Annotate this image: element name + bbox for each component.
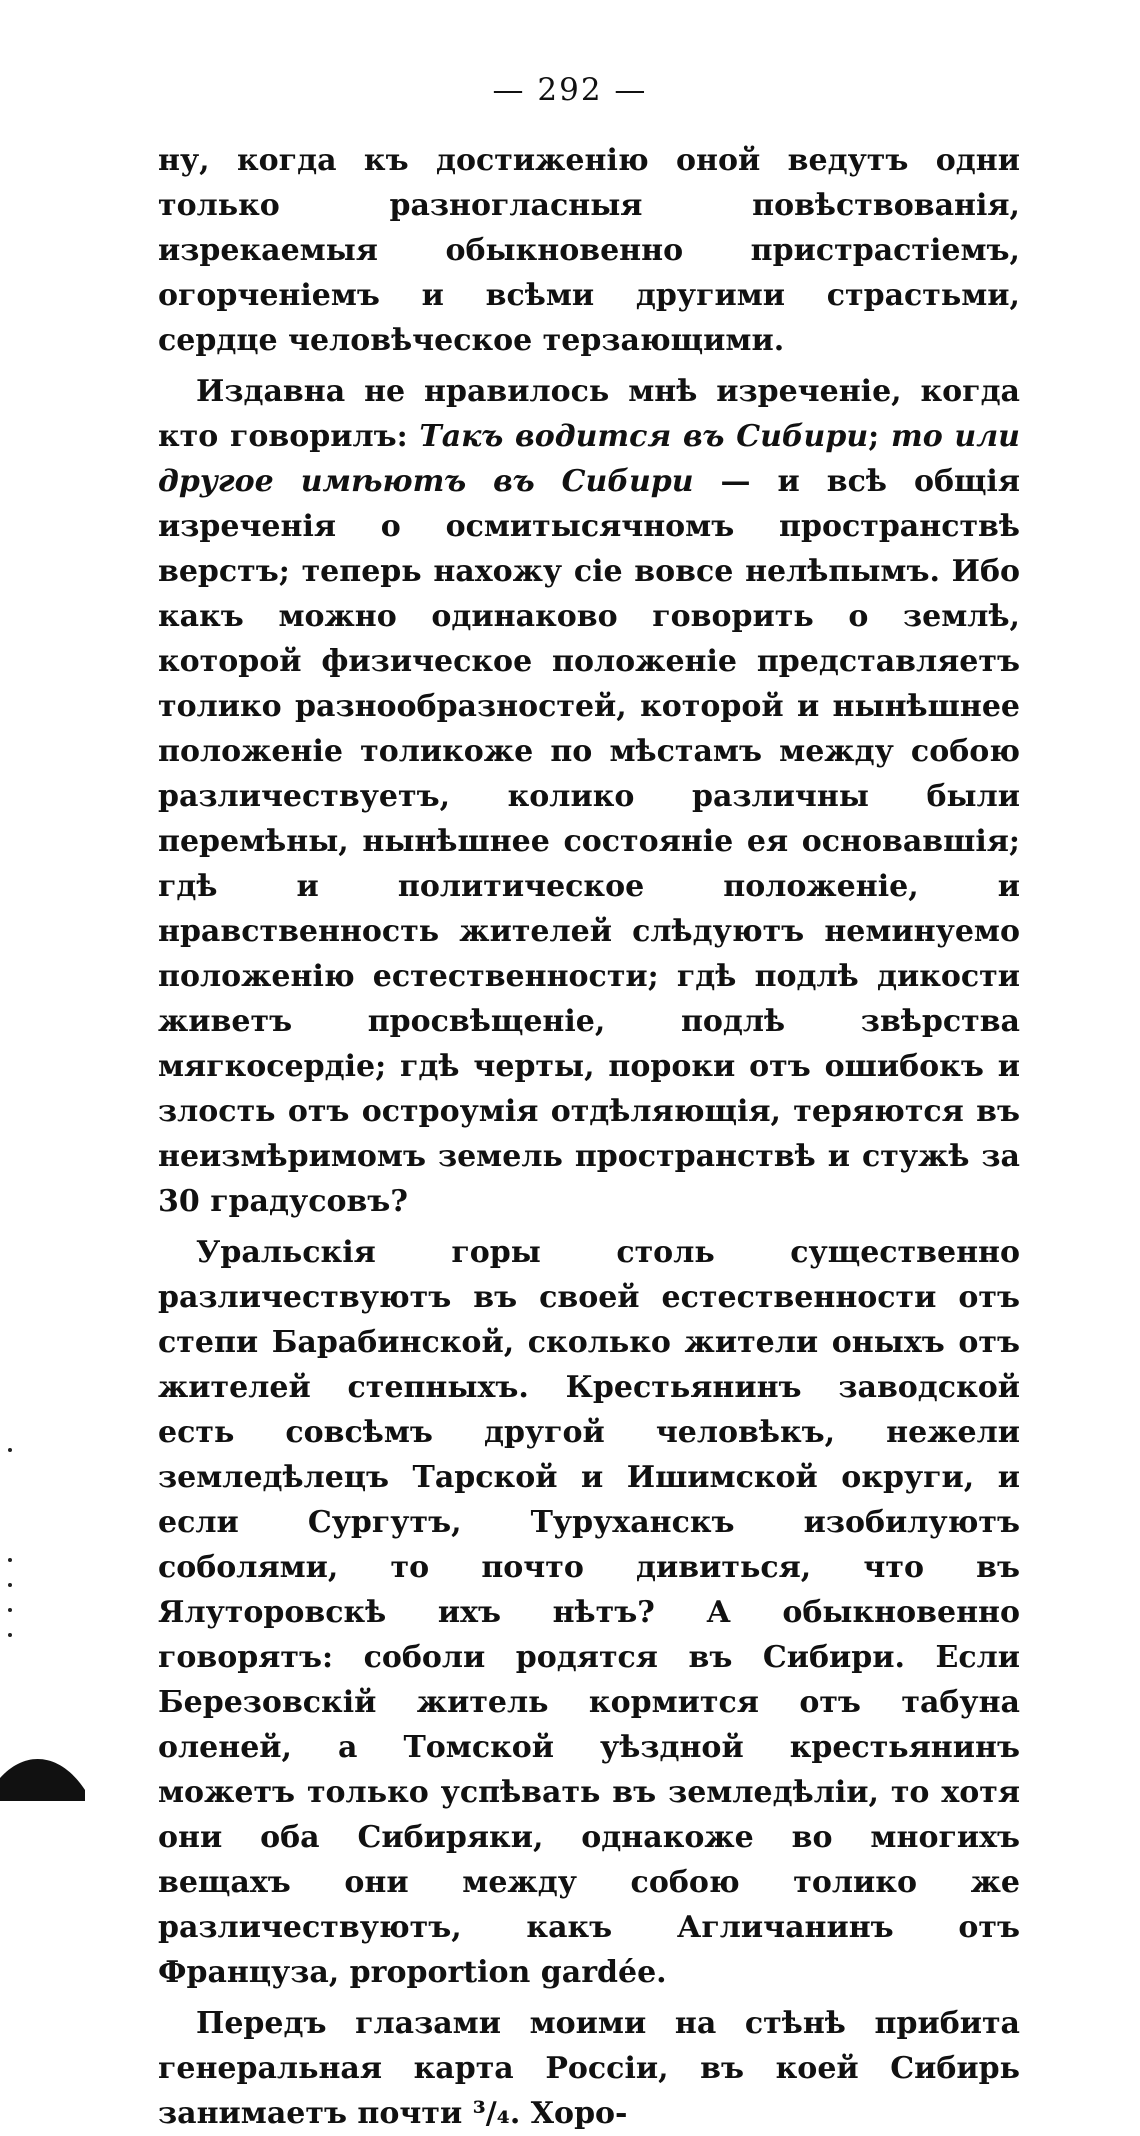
italic-quote-1: Такъ водится въ Сибири xyxy=(419,419,869,454)
paragraph-3-text: Уральскія горы столь существенно различествуютъ въ своей естественности отъ степи Барабинской, сколько жители оныхъ отъ жителей степныхъ. Крестьянинъ заводской есть совсѣмъ другой человѣкъ, нежели земледѣлецъ Тарской и Ишимской округи, и если Сургутъ, Туруханскъ изобилуютъ соболями, то почто дивиться, что въ Ялуторовскѣ ихъ нѣтъ? А обыкновенно говорятъ: соболи родятся въ Сибири. Если Березовскій житель кормится отъ табуна оленей, а Томской уѣздной крестьянинъ можетъ только успѣвать въ земледѣліи, то хотя они оба Сибиряки, однакоже во многихъ вещахъ они между собою толико же различествуютъ, какъ Агличанинъ отъ Француза, proportion gardée. xyxy=(158,1235,1020,1990)
paragraph-1-text: ну, когда къ достиженію оной ведутъ одни только разногласныя повѣствованія, изрекаемыя обыкновенно пристрастіемъ, огорченіемъ и всѣми другими страстьми, сердце человѣческое терзающими. xyxy=(158,143,1020,358)
scan-speck xyxy=(8,1633,12,1637)
paragraph-3 xyxy=(158,1230,1020,1995)
scan-speck xyxy=(8,1558,12,1562)
paragraph-2-lead: Издавна не нравилось мнѣ изреченіе, когда кто говорилъ: xyxy=(158,374,1020,454)
page-edge-shadow xyxy=(0,1759,85,1801)
italic-quote-2: то или другое имѣютъ въ Сибири xyxy=(158,419,1020,499)
scan-speck xyxy=(8,1608,12,1612)
fraction-three-quarters: ³/₄ xyxy=(472,2096,510,2131)
scan-speck xyxy=(8,1448,12,1452)
scan-speck xyxy=(8,1583,12,1587)
paragraph-4-tail: . Хоро- xyxy=(509,2096,628,2131)
paragraph-2-body: — и всѣ общія изреченія о осмитысячномъ пространствѣ верстъ; теперь нахожу сіе вовсе нелѣпымъ. Ибо какъ можно одинаково говорить о землѣ, которой физическое положеніе представляетъ толико разнообразностей, которой и нынѣшнее положеніе толикоже по мѣстамъ между собою различествуетъ, колико различны были перемѣны, нынѣшнее состояніе ея основавшія; гдѣ и политическое положеніе, и нравственность жителей слѣдуютъ неминуемо положенію естественности; гдѣ подлѣ дикости живетъ просвѣщеніе, подлѣ звѣрства мягкосердіе; гдѣ черты, пороки отъ ошибокъ и злость отъ остроумія отдѣляющія, теряются въ неизмѣримомъ земель пространствѣ и стужѣ за 30 градусовъ? xyxy=(158,464,1020,1219)
paragraph-4 xyxy=(158,2001,1020,2136)
paragraph-2-separator: ; xyxy=(868,419,891,454)
paragraph-4-lead: Передъ глазами моими на стѣнѣ прибита генеральная карта Россіи, въ коей Сибирь занимаетъ почти xyxy=(158,2006,1020,2131)
paragraph-2 xyxy=(158,369,1020,1224)
paragraph-1 xyxy=(158,138,1020,363)
page-number: — 292 — xyxy=(492,72,648,108)
body-text xyxy=(158,138,1020,2136)
